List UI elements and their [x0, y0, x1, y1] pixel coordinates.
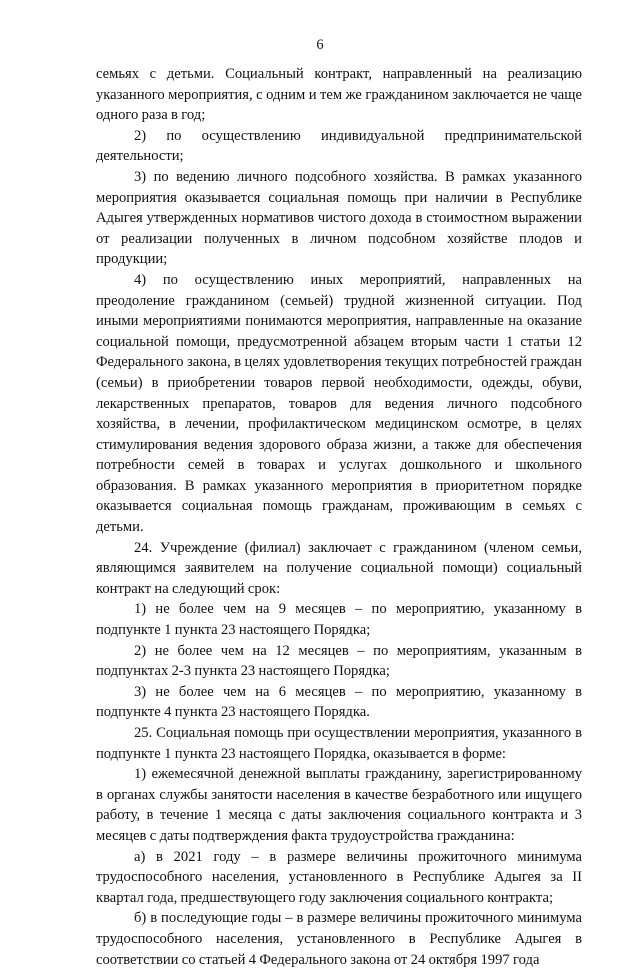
paragraph: б) в последующие годы – в размере величины прожиточного минимума трудоспособного населения, установленного в Республике Адыгея в соответствии со статьей 4 Федерального закона от 24 октября 1997 года [96, 910, 582, 968]
paragraph: а) в 2021 году – в размере величины прожиточного минимума трудоспособного населения, установленного в Республике Адыгея за II квартал года, предшествующего году заключения социального контракта; [96, 848, 582, 906]
paragraph: 4) по осуществлению иных мероприятий, направленных на преодоление гражданином (семьей) трудной жизненной ситуации. Под иными мероприятиями понимаются мероприятия, направленные на оказание социальной помощи, предусмотренной абзацем вторым части 1 статьи 12 Федерального закона, в целях удовлетворения текущих потребностей граждан (семьи) в приобретении товаров первой необходимости, одежды, обуви, лекарственных препаратов, товаров для ведения личного подсобного хозяйства, в лечении, профилактическом медицинском осмотре, в целях стимулирования ведения здорового образа жизни, а также для обеспечения потребности семей в товарах и услугах дошкольного и школьного образования. В рамках указанного мероприятия в приоритетном порядке оказывается социальная помощь гражданам, проживающим в семьях с детьми. [96, 271, 582, 536]
paragraph: 1) не более чем на 9 месяцев – по мероприятию, указанному в подпункте 1 пункта 23 настоящего Порядка; [96, 601, 582, 639]
paragraph: 2) не более чем на 12 месяцев – по мероприятиям, указанным в подпунктах 2-3 пункта 23 настоящего Порядка; [96, 642, 582, 680]
paragraph: 3) по ведению личного подсобного хозяйства. В рамках указанного мероприятия оказывается социальная помощь при наличии в Республике Адыгея утвержденных нормативов чистого дохода в стоимостном выражении от реализации полученных в личном подсобном хозяйстве плодов и продукции; [96, 168, 582, 268]
paragraph: семьях с детьми. Социальный контракт, направленный на реализацию указанного мероприятия, с одним и тем же гражданином заключается не чаще одного раза в год; [96, 66, 582, 124]
paragraph: 24. Учреждение (филиал) заключает с гражданином (членом семьи, являющимся заявителем на получение социальной помощи) социальный контракт на следующий срок: [96, 539, 582, 597]
paragraph: 2) по осуществлению индивидуальной предпринимательской деятельности; [96, 127, 582, 165]
paragraph: 25. Социальная помощь при осуществлении мероприятия, указанного в подпункте 1 пункта 23 настоящего Порядка, оказывается в форме: [96, 725, 582, 762]
paragraph: 1) ежемесячной денежной выплаты гражданину, зарегистрированному в органах службы занятости населения в качестве безработного или ищущего работу, в течение 1 месяца с даты заключения социального контракта и 3 месяцев с даты подтверждения факта трудоустройства гражданина: [96, 766, 582, 844]
paragraph: 3) не более чем на 6 месяцев – по мероприятию, указанному в подпункте 4 пункта 23 настоящего Порядка. [96, 683, 582, 721]
document-body [96, 64, 582, 970]
page-number: 6 [316, 37, 324, 53]
